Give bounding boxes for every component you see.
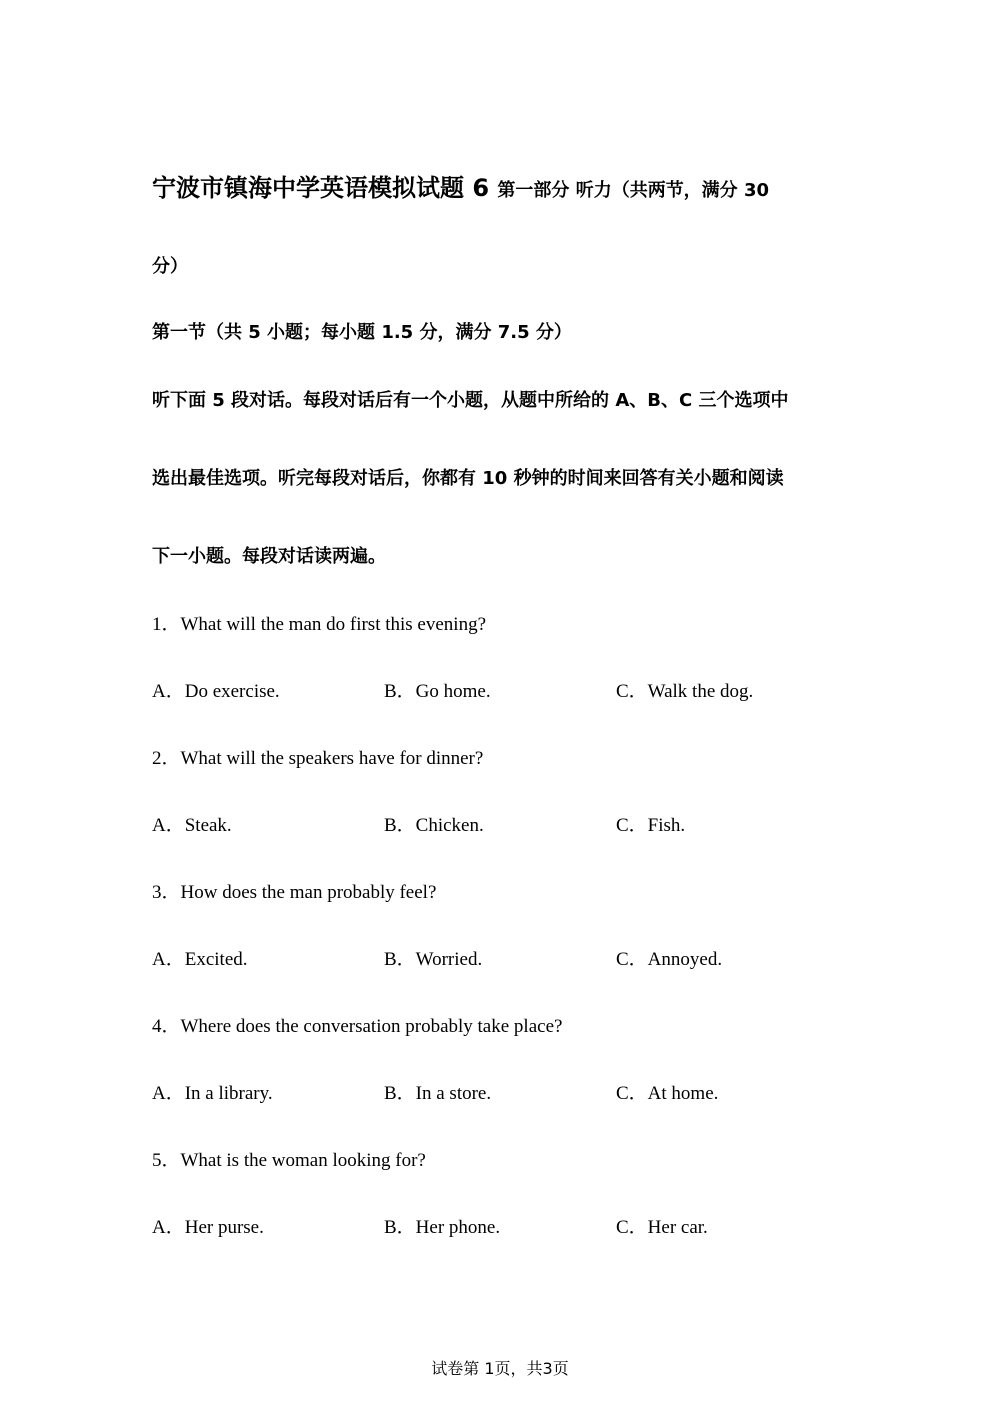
title-sub: 第一部分 听力（共两节，满分 30 — [497, 180, 770, 201]
title-continuation: 分） — [152, 256, 188, 277]
question-1-option-a: A．Do exercise. — [152, 681, 280, 702]
question-4-option-a: A．In a library. — [152, 1083, 273, 1104]
question-2-option-a: A．Steak. — [152, 815, 232, 836]
question-1-option-c: C．Walk the dog. — [616, 681, 754, 702]
question-2-option-b: B．Chicken. — [384, 815, 484, 836]
instruction-line-1: 听下面 5 段对话。每段对话后有一个小题，从题中所给的 A、B、C 三个选项中 — [152, 390, 789, 411]
section-heading: 第一节（共 5 小题；每小题 1.5 分，满分 7.5 分） — [152, 322, 572, 343]
question-5: 5．What is the woman looking for? — [152, 1150, 426, 1171]
question-4-option-c: C．At home. — [616, 1083, 719, 1104]
question-2-option-c: C．Fish. — [616, 815, 686, 836]
question-3-option-b: B．Worried. — [384, 949, 483, 970]
question-1-option-b: B．Go home. — [384, 681, 491, 702]
question-5-option-a: A．Her purse. — [152, 1217, 264, 1238]
question-3-option-a: A．Excited. — [152, 949, 248, 970]
instruction-line-3: 下一小题。每段对话读两遍。 — [152, 546, 386, 567]
question-4-option-b: B．In a store. — [384, 1083, 492, 1104]
question-5-option-b: B．Her phone. — [384, 1217, 501, 1238]
document-title — [152, 168, 769, 203]
question-3-option-c: C．Annoyed. — [616, 949, 723, 970]
question-2: 2．What will the speakers have for dinner? — [152, 748, 484, 769]
title-main: 宁波市镇海中学英语模拟试题 6 — [152, 174, 498, 202]
instruction-line-2: 选出最佳选项。听完每段对话后，你都有 10 秒钟的时间来回答有关小题和阅读 — [152, 468, 784, 489]
question-4: 4．Where does the conversation probably take place? — [152, 1016, 563, 1037]
question-1: 1．What will the man do first this evening? — [152, 614, 487, 635]
question-5-option-c: C．Her car. — [616, 1217, 708, 1238]
question-3: 3．How does the man probably feel? — [152, 882, 437, 903]
page-footer: 试卷第 1页，共3页 — [431, 1359, 569, 1378]
